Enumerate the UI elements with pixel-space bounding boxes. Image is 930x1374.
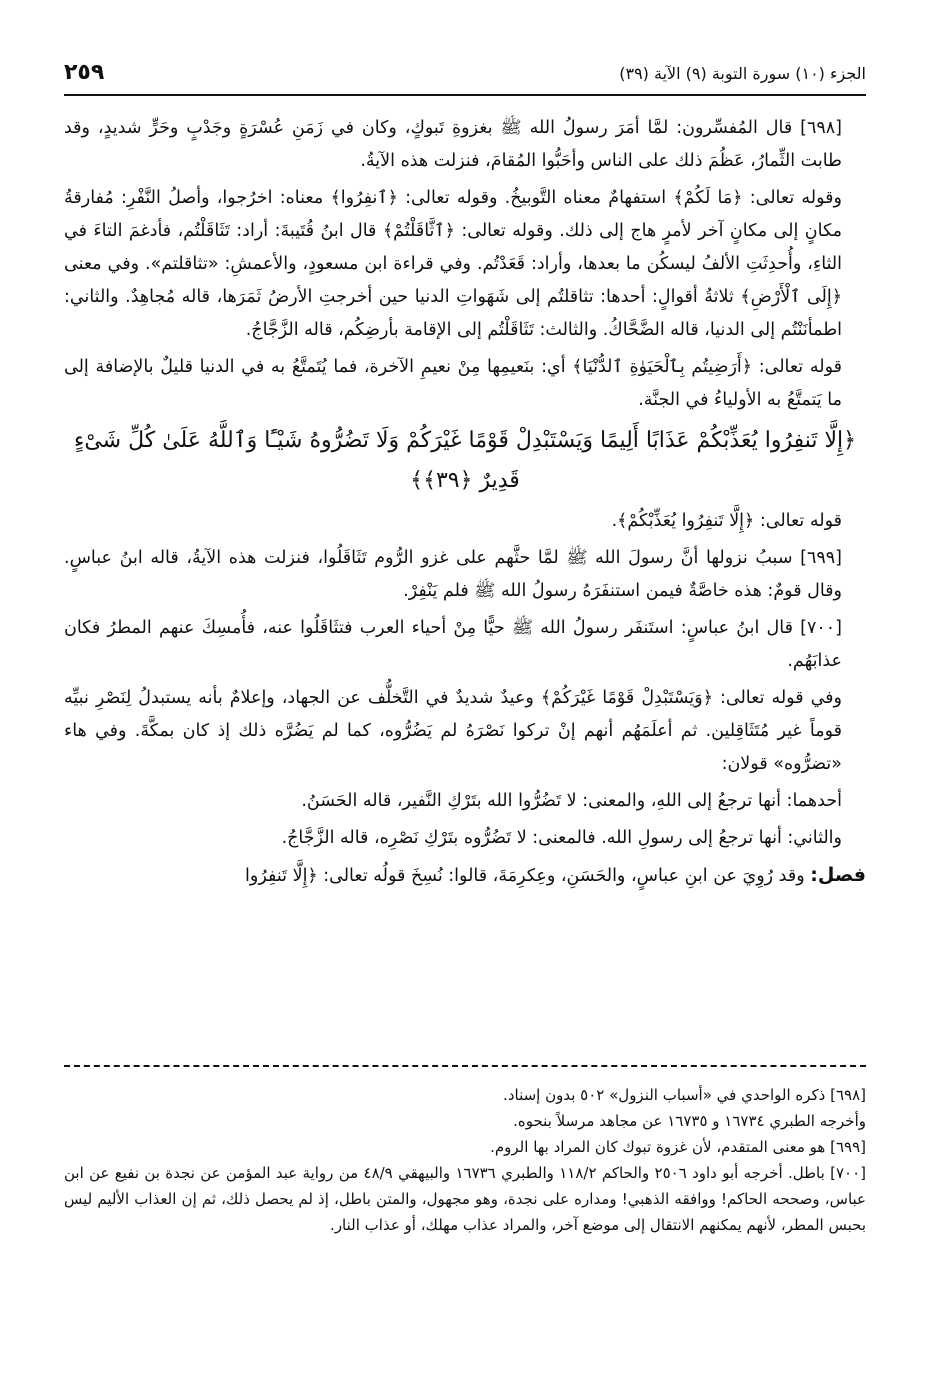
footnote-698: [٦٩٨] ذكره الواحدي في «أسباب النزول» ٥٠٢ بدون إسناد. xyxy=(503,1086,866,1104)
page-number: ٢٥٩ xyxy=(64,60,105,85)
fasl-text: وقد رُوِيَ عن ابنِ عباسٍ، والحَسَنِ، وعِكرِمَةَ، قالوا: نُسِخَ قولُه تعالى: ﴿إِلَّا تَنفِرُوا xyxy=(245,866,805,886)
footnote-699: [٦٩٩] هو معنى المتقدم، لأن غزوة تبوك كان المراد بها الروم. xyxy=(490,1138,866,1156)
footnote-698-cont: وأخرجه الطبري ١٦٧٣٤ و ١٦٧٣٥ عن مجاهد مرسلاً بنحوه. xyxy=(513,1112,866,1130)
page-header xyxy=(64,60,866,96)
paragraph-700: [٧٠٠] قال ابنُ عباسٍ: استَنفَر رسولُ الله ﷺ حيًّا مِنْ أحياء العرب فتثَاقَلُوا عنه، فأُمسِكَ عنهم المطرُ فكان عذابَهُم. xyxy=(64,618,842,671)
quran-verse: ﴿إِلَّا تَنفِرُوا يُعَذِّبْكُمْ عَذَابًا أَلِيمًا وَيَسْتَبْدِلْ قَوْمًا غَيْرَكُمْ وَلَا تَضُرُّوهُ شَيْـًٔا وَٱللَّهُ عَلَىٰ كُلِّ شَىْءٍ قَدِيرٌ ﴿٣٩﴾﴾ xyxy=(73,428,857,493)
footnote-700: [٧٠٠] باطل. أخرجه أبو داود ٢٥٠٦ والحاكم ١١٨/٢ والطبري ١٦٧٣٦ والبيهقي ٤٨/٩ من رواية عبد المؤمن عن نجدة بن نفيع عن ابن عباس، وصححه الحاكم! ووافقه الذهبي! ومداره على نجدة، وهو مجهول، والمتن باطل، إذ لم يحصل ذلك، ثم إن العذاب الأليم ليس بحبس المطر، لأنهم يمكنهم الانتقال إلى موضع آخر، والمراد عذاب مهلك، أو عذاب النار. xyxy=(64,1164,866,1234)
paragraph-698: [٦٩٨] قال المُفسِّرون: لمَّا أمَرَ رسولُ الله ﷺ بغزوةِ تَبوكٍ، وكان في زَمَنِ عُسْرَةٍ وجَدْبٍ وحَرٍّ شديدٍ، وقد طابت الثِّمارُ، عَظُمَ ذلك على الناس وأحَبُّوا المُقامَ، فنزلت هذه الآيةُ. xyxy=(64,118,842,171)
paragraph-first-opinion: أحدهما: أنها ترجعُ إلى اللهِ، والمعنى: لا تَضُرُّوا الله بتَرْكِ النَّفير، قاله الحَسَنُ. xyxy=(301,791,842,811)
footnotes xyxy=(64,1082,866,1238)
paragraph-istibdal: وفي قوله تعالى: ﴿وَيَسْتَبْدِلْ قَوْمًا غَيْرَكُمْ﴾ وعيدٌ شديدٌ في التَّخلُّف عن الجهاد، وإعلامٌ بأنه يستبدلُ لِنَصْرِ نبيِّه قوماً غير مُتَثَاقِلين. ثم أعلَمَهُم أنهم إنْ تركوا نَصْرَهُ لم يَضُرُّوه، كما لم يَضُرَّه ذلك إذ كان بمكَّةَ. وفي هاء «تضرُّوه» قولان: xyxy=(64,688,842,774)
paragraph-explanation: وقوله تعالى: ﴿مَا لَكُمْ﴾ استفهامٌ معناه التَّوبيخُ. وقوله تعالى: ﴿ٱنفِرُوا﴾ معناه: اخرُجوا، وأصلُ النَّفْرِ: مُفارقةُ مكانٍ إلى مكانٍ آخر لأمرٍ هاج إلى ذلك. وقوله تعالى: ﴿ٱثَّاقَلْتُمْ﴾ قال ابنُ قُتَيبةَ: أراد: تَثَاقَلْتُم، فأدغمَ التاءَ في الثاءِ، وأُحدِثَتِ الألفُ ليسكُن ما بعدها، وأراد: قَعَدْتُم. وفي قراءة ابن مسعودٍ، والأعمشِ: «تثاقلتم». وفي معنى ﴿إِلَى ٱلْأَرْضِ﴾ ثلاثةُ أقوالٍ: أحدها: تثاقلتُم إلى شَهَواتِ الدنيا حين أخرجتِ الأرضُ ثَمَرَها، قاله مُجاهِدٌ. والثاني: اطمأنَنْتُم إلى الدنيا، قاله الضَّحَّاكُ. والثالث: تَثَاقَلْتُم إلى الإقامة بأرضِكُم، قاله الزَّجَّاجُ. xyxy=(64,188,842,340)
paragraph-verse-intro: قوله تعالى: ﴿إِلَّا تَنفِرُوا يُعَذِّبْكُمْ﴾. xyxy=(611,511,842,531)
main-text xyxy=(64,112,866,897)
paragraph-699: [٦٩٩] سببُ نزولها أنَّ رسولَ الله ﷺ لمَّا حثَّهم على غزو الرُّوم تَثَاقَلُوا، فنزلت هذه الآيةُ، قاله ابنُ عباسٍ. وقال قومٌ: هذه خاصَّةٌ فيمن استنفَرَهُ رسولُ الله ﷺ فلم يَنْفِرْ. xyxy=(64,548,842,601)
paragraph-dunya: قوله تعالى: ﴿أَرَضِيتُم بِٱلْحَيَوٰةِ ٱلدُّنْيَا﴾ أي: بنَعيمِها مِنْ نعيمِ الآخرة، فما يُتَمتَّعُ به في الدنيا قليلٌ بالإضافة إلى ما يَتمتَّعُ به الأولياءُ في الجنَّة. xyxy=(64,357,842,410)
running-head: الجزء (١٠) سورة التوبة (٩) الآية (٣٩) xyxy=(619,64,866,83)
fasl-label: فصل: xyxy=(810,864,866,886)
paragraph-second-opinion: والثاني: أنها ترجعُ إلى رسولِ الله. فالمعنى: لا تَضُرُّوه بتَرْكِ نَصْرِه، قاله الزَّجَّاجُ. xyxy=(281,828,842,848)
footnote-separator xyxy=(64,1065,866,1067)
paragraph-fasl xyxy=(64,859,866,893)
